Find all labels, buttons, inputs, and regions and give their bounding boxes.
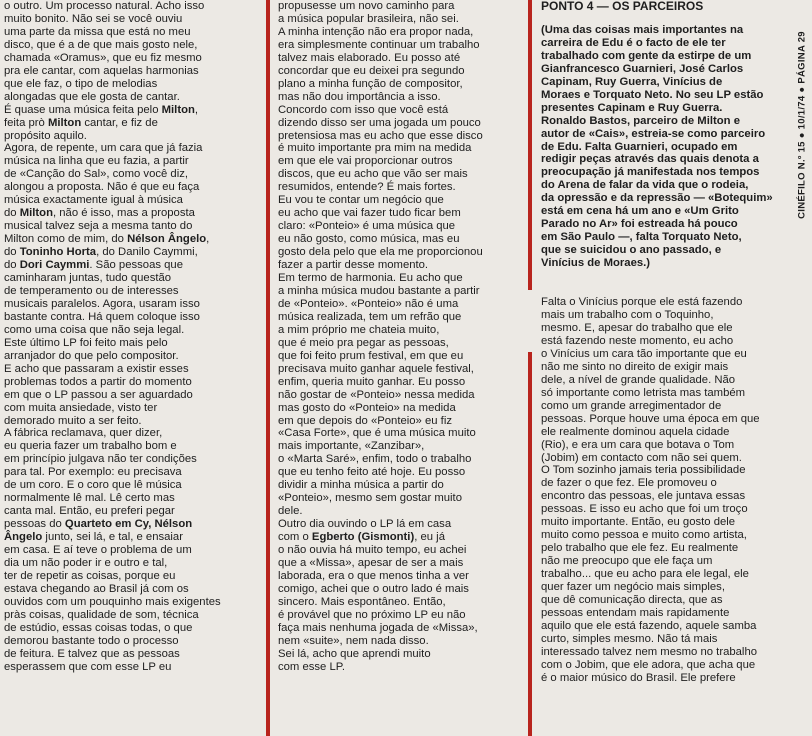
text-line: (Rio), e era um cara que botava o Tom	[541, 438, 735, 451]
text-line: Concordo com isso que você está	[278, 103, 449, 116]
text-line: pessoas entendam mais rapidamente	[541, 606, 730, 619]
text-line: demorado muito a ser feito.	[4, 414, 142, 427]
text-line: que é meio pra pegar as pessoas,	[278, 336, 449, 349]
page-footer-vertical	[791, 0, 812, 250]
text-line: pessoas. E isso eu acho que foi um troço	[541, 503, 748, 516]
text-line: «Ponteio», mesmo sem gostar muito	[278, 492, 462, 505]
text-line: preocupação já manifestada nos tempos	[541, 166, 760, 179]
text-line: dia um não poder ir e outro e tal,	[4, 556, 168, 569]
text-line: Vinícius de Moraes.)	[541, 257, 651, 270]
text-line: esperassem que com esse LP eu	[4, 660, 172, 673]
text-line: mas não dou importância a isso.	[278, 90, 441, 103]
text-line: de um coro. E o coro que lê música	[4, 479, 182, 492]
text-line: com o Egberto (Gismonti), eu já	[278, 531, 445, 544]
text-line: alongou a proposta. Não é que eu faça	[4, 181, 200, 194]
side-label: CINÉFILO N.º 15 ● 10/1/74 ● PÁGINA 29	[796, 31, 807, 219]
text-line: O Tom sozinho jamais teria possibilidade	[541, 464, 746, 477]
text-line: claro: «Ponteio» é uma música que	[278, 220, 456, 233]
text-line: musical talvez seja a mesma tanto do	[4, 220, 193, 233]
text-line: como uma coisa que não seja legal.	[4, 323, 185, 336]
text-line: gosto dela pelo que ela me proporcionou	[278, 246, 483, 259]
text-line: do Dori Caymmi. São pessoas que	[4, 259, 183, 272]
text-line: de Edu. Falta Guarnieri, ocupado em	[541, 140, 738, 153]
text-line: Agora, de repente, um cara que já fazia	[4, 142, 203, 155]
text-line: está em cena há um ano e «Um Grito	[541, 205, 739, 218]
text-line: de «Ponteio». «Ponteio» não é uma	[278, 297, 459, 310]
text-line: mesmo. E, apesar do trabalho que ele	[541, 321, 733, 334]
text-line: canta mal. Então, eu preferi pegar	[4, 505, 175, 518]
text-line: de «Canção do Sal», como você diz,	[4, 168, 188, 181]
text-line: Sei lá, acho que aprendi muito	[278, 647, 431, 660]
text-line: é muito importante pra mim na medida	[278, 142, 472, 155]
intro-block	[541, 24, 789, 270]
column-3	[541, 0, 789, 736]
text-line: arranjador do que pelo compositor.	[4, 349, 179, 362]
text-line: alongadas que ele gosta de cantar.	[4, 90, 180, 103]
text-line: Parado no Ar» foi estreada há pouco	[541, 218, 738, 231]
text-line: como um grande arregimentador de	[541, 399, 722, 412]
text-line: Moraes e Torquato Neto. No seu LP estão	[541, 88, 764, 101]
text-line: Capinam, Ruy Guerra, Vinícius de	[541, 75, 723, 88]
text-line: a música popular brasileira, não sei.	[278, 12, 459, 25]
text-line: mais um trabalho com o Toquinho,	[541, 309, 714, 322]
text-line: propusesse um novo caminho para	[278, 0, 455, 12]
text-line: em que ele vai proporcionar outros	[278, 155, 453, 168]
text-line: E acho que passaram a existir esses	[4, 362, 189, 375]
text-line: «Casa Forte», que é uma música muito	[278, 427, 476, 440]
body-block	[541, 296, 789, 685]
text-line: normalmente lê mal. Lê certo mas	[4, 492, 175, 505]
text-line: não me preocupo que ele faça um	[541, 555, 713, 568]
text-line: está fazendo neste momento, eu acho	[541, 334, 734, 347]
text-line: comigo, achei que o outro lado é mais	[278, 582, 469, 595]
text-line: pessoas. Porque houve uma época em que	[541, 412, 760, 425]
text-line: a minha música mudou bastante a partir	[278, 284, 480, 297]
text-line: Falta o Vinícius porque ele está fazendo	[541, 296, 743, 309]
text-line: fazer a partir desse momento.	[278, 259, 429, 272]
text-line: musicais paralelos. Agora, usaram isso	[4, 297, 200, 310]
text-line: pretensiosa mas eu acho que esse disco	[278, 129, 483, 142]
column-rule-2-top	[528, 0, 532, 290]
text-line: é o maior músico do Brasil. Ele prefere	[541, 671, 736, 684]
text-line: que dê comunicação directa, que as	[541, 593, 723, 606]
text-line: Outro dia ouvindo o LP lá em casa	[278, 518, 452, 531]
text-line: talvez mais elaborado. Eu posso até	[278, 51, 461, 64]
text-line: Eu vou te contar um negócio que	[278, 194, 444, 207]
text-line: nem «suite», nem nada disso.	[278, 634, 429, 647]
text-line: muito importante. Então, eu gosto dele	[541, 516, 736, 529]
text-line: faça mais nenhuma jogada de «Missa»,	[278, 621, 478, 634]
text-line: chamada «Oramus», que eu fiz mesmo	[4, 51, 202, 64]
text-line: eu não gosto, como música, mas eu	[278, 233, 460, 246]
text-line: música na linha que eu fazia, a partir	[4, 155, 189, 168]
text-line: em São Paulo —, falta Torquato Neto,	[541, 231, 742, 244]
text-line: pra ele cantar, com aquelas harmonias	[4, 64, 199, 77]
text-line: precisava muito ganhar aquele festival,	[278, 362, 474, 375]
text-line: uma parte da missa que está no meu	[4, 25, 191, 38]
text-line: muito como pessoa e muito como artista,	[541, 529, 747, 542]
text-line: (Uma das coisas mais importantes na	[541, 23, 744, 36]
text-line: música exactamente igual à música	[4, 194, 183, 207]
text-line: de temperamento ou de interesses	[4, 284, 179, 297]
text-line: de estúdio, essas coisas todas, o que	[4, 621, 193, 634]
text-line: plano a minha função de compositor,	[278, 77, 463, 90]
text-line: com muita ansiedade, visto ter	[4, 401, 158, 414]
text-line: que ele faz, o tipo de melodias	[4, 77, 158, 90]
text-line: ouvidos com um pouquinho mais exigentes	[4, 595, 221, 608]
text-line: era simplesmente continuar um trabalho	[278, 38, 480, 51]
text-line: que a «Missa», apesar de ser a mais	[278, 556, 464, 569]
text-line: em que o LP passou a ser aguardado	[4, 388, 193, 401]
text-line: encontro das pessoas, ele juntava essas	[541, 490, 746, 503]
text-line: o outro. Um processo natural. Acho isso	[4, 0, 205, 12]
text-line: Em termo de harmonia. Eu acho que	[278, 272, 463, 285]
column-rule-1	[266, 0, 270, 736]
text-line: em que depois do «Ponteio» eu fiz	[278, 414, 452, 427]
text-line: o não ouvia há muito tempo, eu achei	[278, 544, 467, 557]
text-line: eu queria fazer um trabalho bom e	[4, 440, 177, 453]
text-line: laborada, era o que menos tinha a ver	[278, 569, 469, 582]
text-line: dividir a minha música a partir do	[278, 479, 444, 492]
text-line: da opressão e da repressão — «Botequim»	[541, 192, 773, 205]
text-line: caminharam juntas, tudo questão	[4, 272, 172, 285]
text-line: com esse LP.	[278, 660, 345, 673]
text-line: que se suicidou o ano passado, e	[541, 244, 722, 257]
text-line: sincero. Mais espontâneo. Então,	[278, 595, 446, 608]
text-line: presentes Capinam e Ruy Guerra.	[541, 101, 723, 114]
text-line: A fábrica reclamava, quer dizer,	[4, 427, 163, 440]
text-line: carreira de Edu é o facto de ele ter	[541, 36, 726, 49]
text-line: Milton como de mim, do Nélson Ângelo,	[4, 233, 210, 246]
text-line: propósito aquilo.	[4, 129, 87, 142]
text-line: é provável que no próximo LP eu não	[278, 608, 466, 621]
text-line: pràs coisas, qualidade de som, técnica	[4, 608, 199, 621]
text-line: ter de repetir as coisas, porque eu	[4, 569, 176, 582]
text-line: Gianfrancesco Guarnieri, José Carlos	[541, 62, 744, 75]
text-line: enfim, queria muito ganhar. Eu posso	[278, 375, 466, 388]
text-line: do Toninho Horta, do Danilo Caymmi,	[4, 246, 198, 259]
text-line: não gostar de «Ponteio» nessa medida	[278, 388, 475, 401]
column-2	[278, 0, 526, 736]
text-line: pelo trabalho que ele fez. Eu realmente	[541, 542, 739, 555]
text-line: mais importante, «Zanzibar»,	[278, 440, 425, 453]
text-line: dele.	[278, 505, 303, 518]
column-1	[4, 0, 260, 736]
text-line: Este último LP foi feito mais pelo	[4, 336, 168, 349]
text-line: de fazer o que fez. Ele promoveu o	[541, 477, 717, 490]
text-line: só importante como letrista mas também	[541, 386, 746, 399]
text-line: mas gosto do «Ponteio» na medida	[278, 401, 456, 414]
text-line: a mim próprio me chateia muito,	[278, 323, 440, 336]
text-line: o «Marta Saré», enfim, todo o trabalho	[278, 453, 472, 466]
text-line: não me sinto no direito de exigir mais	[541, 360, 729, 373]
text-line: o Vinícius um cara tão importante que eu	[541, 347, 747, 360]
text-line: dele, a nível de grande qualidade. Não	[541, 373, 736, 386]
text-line: curto, simples mesmo. Não tá mais	[541, 632, 718, 645]
paragraph-gap	[541, 270, 789, 283]
text-line: concordar que eu deixei pra segundo	[278, 64, 465, 77]
text-line: para tal. Por exemplo: eu precisava	[4, 466, 182, 479]
text-line: em princípio julgava não ter condições	[4, 453, 197, 466]
text-line: bastante contra. Há quem coloque isso	[4, 310, 200, 323]
text-line: autor de «Cais», estreia-se como parceiro	[541, 127, 766, 140]
text-line: discos, que eu acho que vão ser mais	[278, 168, 468, 181]
text-line: quer fazer um negócio mais simples,	[541, 581, 725, 594]
text-line: aquilo que ele está fazendo, aquele samba	[541, 619, 757, 632]
text-line: do Arena de falar da vida que o rodeia,	[541, 179, 749, 192]
text-line: que eu tenho feito até hoje. Eu posso	[278, 466, 466, 479]
text-line: estava chegando ao Brasil já com os	[4, 582, 189, 595]
text-line: de feitura. E talvez que as pessoas	[4, 647, 180, 660]
paragraph-gap	[541, 283, 789, 296]
column-rule-2-bottom	[528, 352, 532, 736]
text-line: música realizada, tem um refrão que	[278, 310, 462, 323]
section-heading: PONTO 4 — OS PARCEIROS	[541, 0, 704, 13]
text-line: (Jobim) em contacto com não sei quem.	[541, 451, 742, 464]
text-line: disco, que é a de que mais gosto nele,	[4, 38, 198, 51]
text-line: do Milton, não é isso, mas a proposta	[4, 207, 195, 220]
text-line: em casa. E aí teve o problema de um	[4, 544, 192, 557]
text-line: resumidos, entende? É mais fortes.	[278, 181, 456, 194]
text-line: ele realmente dominou aquela cidade	[541, 425, 730, 438]
text-line: que foi feito prum festival, em que eu	[278, 349, 464, 362]
text-line: demorou bastante todo o processo	[4, 634, 179, 647]
text-line: feita prò Milton cantar, e fiz de	[4, 116, 158, 129]
text-line: Ângelo junto, sei lá, e tal, e ensaiar	[4, 531, 183, 544]
text-line: pessoas do Quarteto em Cy, Nélson	[4, 518, 193, 531]
text-line: muito bonito. Não sei se você ouviu	[4, 12, 183, 25]
text-line: redigir peças através das quais denota a	[541, 153, 759, 166]
text-line: É quase uma música feita pelo Milton,	[4, 103, 199, 116]
text-line: trabalhado com gente da estirpe de um	[541, 49, 752, 62]
text-line: A minha intenção não era propor nada,	[278, 25, 474, 38]
text-line: eu acho que vai fazer tudo ficar bem	[278, 207, 461, 220]
text-line: Ronaldo Bastos, parceiro de Milton e	[541, 114, 740, 127]
text-line: interessado talvez nem mesmo no trabalho	[541, 645, 758, 658]
text-line: problemas todos a partir do momento	[4, 375, 192, 388]
text-line: com o Jobim, que ele adora, que acha que	[541, 658, 756, 671]
text-line: dizendo disso ser uma jogada um pouco	[278, 116, 481, 129]
text-line: trabalho... que eu acho para ele legal, ele	[541, 568, 749, 581]
